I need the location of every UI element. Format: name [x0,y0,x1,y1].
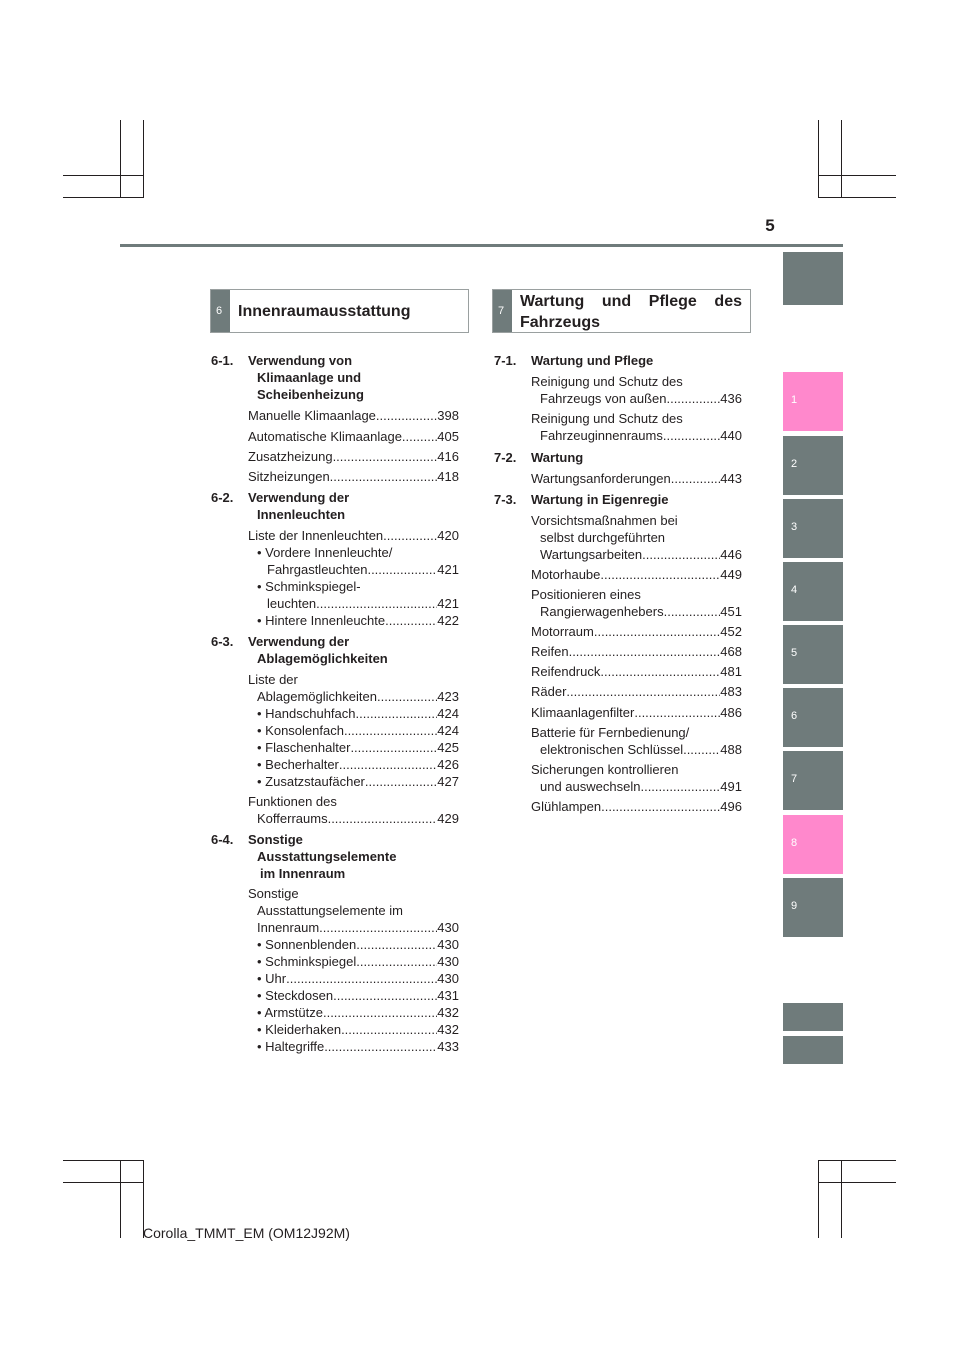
toc-entry-text: selbst durchgeführten [540,530,666,545]
toc-entry[interactable]: Motorhaube ..... 449 [531,566,742,583]
toc-heading-7-3[interactable]: 7-3. Wartung in Eigenregie [494,492,669,507]
chapter-tab-8[interactable]: 8 [783,815,843,874]
toc-entry[interactable]: Fahrzeuginnenraums ..... 440 [540,427,742,444]
toc-entry[interactable]: elektronischen Schlüssel ..... 488 [540,741,742,758]
toc-entry[interactable]: Sitzheizungen ..... 418 [248,468,459,485]
toc-entry[interactable]: • Flaschenhalter ..... 425 [257,739,459,756]
toc-entry[interactable]: Wartungsanforderungen ..... 443 [531,470,742,487]
toc-entry[interactable]: Zusatzheizung ..... 416 [248,448,459,465]
chapter-tab-blank-top[interactable] [783,252,843,305]
toc-heading-text: Scheibenheizung [257,387,364,402]
section-number-badge: 7 [493,290,512,332]
footer-document-id: Corolla_TMMT_EM (OM12J92M) [143,1225,350,1241]
toc-entry[interactable]: • Steckdosen ..... 431 [257,987,459,1004]
chapter-tab-2[interactable]: 2 [783,436,843,495]
toc-entry-text: Liste der [248,672,298,687]
toc-entry[interactable]: Wartungsarbeiten ..... 446 [540,546,742,563]
toc-entry-text: • Schminkspiegel- [257,579,361,594]
toc-heading-text: im Innenraum [260,866,346,881]
toc-entry-text: Funktionen des [248,794,337,809]
toc-entry[interactable]: und auswechseln ..... 491 [540,778,742,795]
toc-entry[interactable]: Fahrzeugs von außen ..... 436 [540,390,742,407]
toc-entry[interactable]: • Becherhalter ..... 426 [257,756,459,773]
chapter-tab-7[interactable]: 7 [783,751,843,810]
toc-entry[interactable]: • Konsolenfach ..... 424 [257,722,459,739]
toc-entry[interactable]: • Kleiderhaken ..... 432 [257,1021,459,1038]
toc-entry[interactable]: Glühlampen ..... 496 [531,798,742,815]
toc-entry[interactable]: Motorraum ..... 452 [531,623,742,640]
toc-heading-6-2[interactable]: 6-2. Verwendung der [211,490,350,505]
toc-entry[interactable]: • Haltegriffe ..... 433 [257,1038,459,1055]
toc-entry[interactable]: • Sonnenblenden ..... 430 [257,936,459,953]
toc-entry[interactable]: Räder ..... 483 [531,683,742,700]
chapter-tab-4[interactable]: 4 [783,562,843,621]
section-header-7 [492,289,751,333]
toc-heading-7-2[interactable]: 7-2. Wartung [494,450,584,465]
chapter-tab-index-b[interactable] [783,1036,843,1064]
toc-heading-text: Klimaanlage und [257,370,362,385]
chapter-tab-index-a[interactable] [783,1003,843,1031]
toc-heading-text: Ablagemöglichkeiten [257,651,388,666]
toc-entry[interactable]: • Handschuhfach ..... 424 [257,705,459,722]
toc-entry[interactable]: Reifen ..... 468 [531,643,742,660]
toc-entry[interactable]: • Armstütze ..... 432 [257,1004,459,1021]
toc-entry-text: Sicherungen kontrollieren [531,762,679,777]
toc-entry[interactable]: Innenraum ..... 430 [257,919,459,936]
section-title: Innenraumausstattung [238,303,411,320]
toc-entry[interactable]: • Hintere Innenleuchte ..... 422 [257,612,459,629]
chapter-tab-3[interactable]: 3 [783,499,843,558]
toc-entry-text: • Vordere Innenleuchte/ [257,545,393,560]
toc-entry-text: Positionieren eines [531,587,641,602]
chapter-tab-9[interactable]: 9 [783,878,843,937]
toc-heading-text: Ausstattungselemente [257,849,397,864]
toc-entry-text: Ausstattungselemente im [257,903,403,918]
section-title-line-1: Wartung und Pflege des [520,293,742,310]
toc-entry[interactable]: Automatische Klimaanlage ..... 405 [248,428,459,445]
toc-entry[interactable]: • Schminkspiegel ..... 430 [257,953,459,970]
toc-entry[interactable]: Reifendruck ..... 481 [531,663,742,680]
toc-entry[interactable]: • Zusatzstaufächer ..... 427 [257,773,459,790]
toc-entry[interactable]: Ablagemöglichkeiten ..... 423 [257,688,459,705]
chapter-tab-1[interactable]: 1 [783,372,843,431]
toc-entry[interactable]: Fahrgastleuchten ..... 421 [267,561,459,578]
toc-entry-text: Sonstige [248,886,299,901]
toc-entry[interactable]: Liste der Innenleuchten ..... 420 [248,527,459,544]
section-title-line-2: Fahrzeugs [520,314,601,331]
toc-entry[interactable]: Klimaanlagenfilter ..... 486 [531,704,742,721]
toc-entry[interactable]: • Uhr ..... 430 [257,970,459,987]
header-rule [120,244,843,247]
toc-entry-text: Batterie für Fernbedienung/ [531,725,690,740]
toc-entry-text: Reinigung und Schutz des [531,411,683,426]
toc-heading-text: Innenleuchten [257,507,346,522]
toc-heading-6-3[interactable]: 6-3. Verwendung der [211,634,350,649]
toc-entry-text: Vorsichtsmaßnahmen bei [531,513,678,528]
chapter-tab-5[interactable]: 5 [783,625,843,684]
toc-entry[interactable]: Rangierwagenhebers ..... 451 [540,603,742,620]
toc-entry[interactable]: Manuelle Klimaanlage ..... 398 [248,407,459,424]
toc-heading-6-1[interactable]: 6-1. Verwendung von [211,353,353,368]
toc-heading-7-1[interactable]: 7-1. Wartung und Pflege [494,353,654,368]
toc-entry[interactable]: Kofferraums ..... 429 [257,810,459,827]
chapter-tab-6[interactable]: 6 [783,688,843,747]
section-header-6 [210,289,469,333]
page-number: 5 [765,216,775,235]
toc-entry[interactable]: leuchten ..... 421 [267,595,459,612]
toc-entry-text: Reinigung und Schutz des [531,374,683,389]
toc-heading-6-4[interactable]: 6-4. Sonstige [211,832,303,847]
section-number-badge: 6 [211,290,230,332]
